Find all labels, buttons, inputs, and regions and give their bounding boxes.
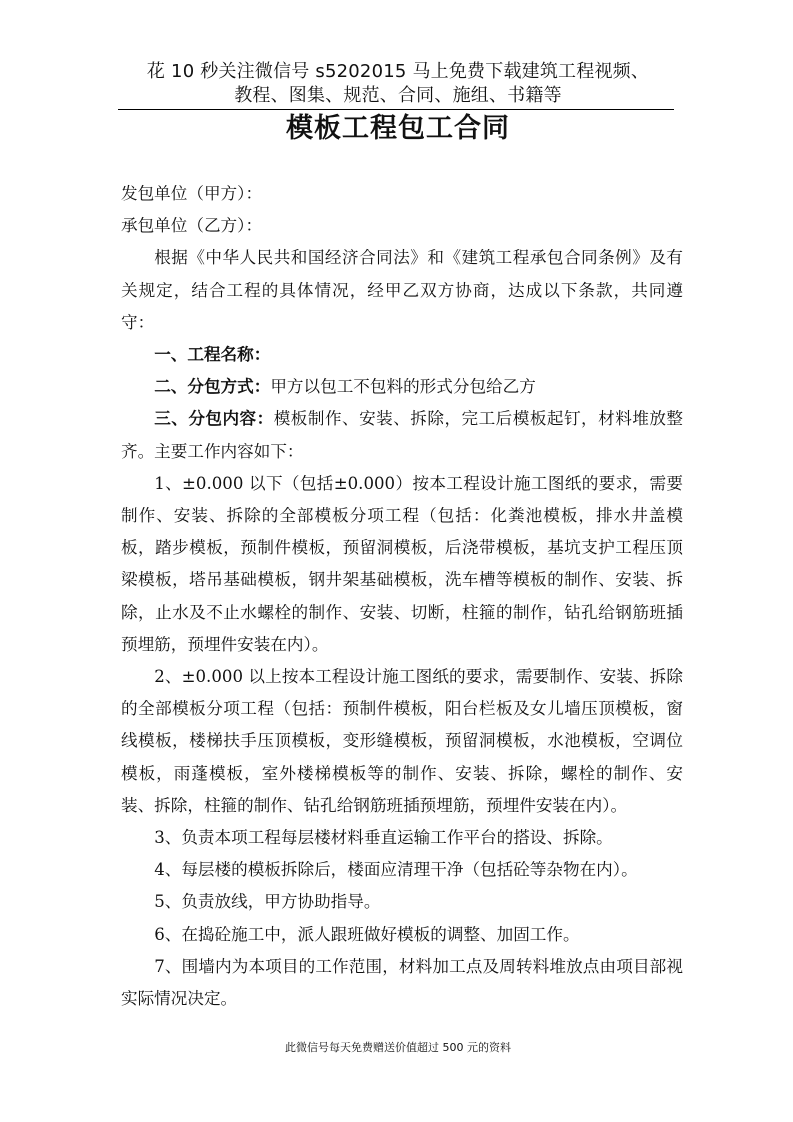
scope-item-1: 1、±0.000 以下（包括±0.000）按本工程设计施工图纸的要求，需要制作、安装、拆除的全部模板分项工程（包括：化粪池模板，排水井盖模板，踏步模板，预制件模板，预留洞模板，后浇带模板，基坑支护工程压顶梁模板，塔吊基础模板，钢井架基础模板，洗车槽等模板的制作、安装、拆除，止水及不止水螺栓的制作、安装、切断，柱箍的制作，钻孔给钢筋班插预埋筋，预埋件安装在内）。 <box>121 473 683 654</box>
scope-item-4: 4、每层楼的模板拆除后，楼面应清理干净（包括砼等杂物在内）。 <box>154 860 638 880</box>
document-title: 模板工程包工合同 <box>286 113 510 144</box>
scope-item-5: 5、负责放线，甲方协助指导。 <box>154 892 381 912</box>
header-divider <box>118 109 674 110</box>
page-footer: 此微信号每天免费赠送价值超过 500 元的资料 <box>285 1041 511 1054</box>
page-header <box>118 60 678 108</box>
section-text: 甲方以包工不包料的形式分包给乙方 <box>270 377 536 397</box>
document-body <box>121 178 683 1015</box>
preamble-paragraph: 根据《中华人民共和国经济合同法》和《建筑工程承包合同条例》及有关规定，结合工程的具体情况，经甲乙双方协商，达成以下条款，共同遵守： <box>121 248 683 332</box>
section-heading: 二、分包方式： <box>154 377 271 397</box>
party-b-line: 承包单位（乙方）： <box>121 216 263 236</box>
section-heading: 一、工程名称： <box>154 345 271 365</box>
header-line-1: 花 10 秒关注微信号 s5202015 马上免费下载建筑工程视频、 <box>146 61 650 82</box>
header-line-2: 教程、图集、规范、合同、施组、书籍等 <box>234 85 562 106</box>
section-subcontract-method <box>121 371 683 403</box>
section-heading: 三、分包内容： <box>154 409 274 429</box>
section-subcontract-scope <box>121 403 683 467</box>
section-text: 模板制作、安装、拆除，完工后模板起钉，材料堆放整齐。主要工作内容如下： <box>121 409 684 461</box>
party-a-line: 发包单位（甲方）： <box>121 184 263 203</box>
scope-item-6: 6、在捣砼施工中，派人跟班做好模板的调整、加固工作。 <box>154 924 580 944</box>
section-project-name <box>121 339 683 371</box>
scope-item-7: 7、围墙内为本项目的工作范围，材料加工点及周转料堆放点由项目部视实际情况决定。 <box>121 956 683 1009</box>
scope-item-3: 3、负责本项工程每层楼材料垂直运输工作平台的搭设、拆除。 <box>154 828 613 848</box>
scope-item-2: 2、±0.000 以上按本工程设计施工图纸的要求，需要制作、安装、拆除的全部模板分项工程（包括：预制件模板，阳台栏板及女儿墙压顶模板，窗线模板，楼梯扶手压顶模板，变形缝模板，预留洞模板，水池模板，空调位模板，雨蓬模板，室外楼梯模板等的制作、安装、拆除，螺栓的制作、安装、拆除，柱箍的制作、钻孔给钢筋班插预埋筋，预埋件安装在内）。 <box>121 667 683 815</box>
